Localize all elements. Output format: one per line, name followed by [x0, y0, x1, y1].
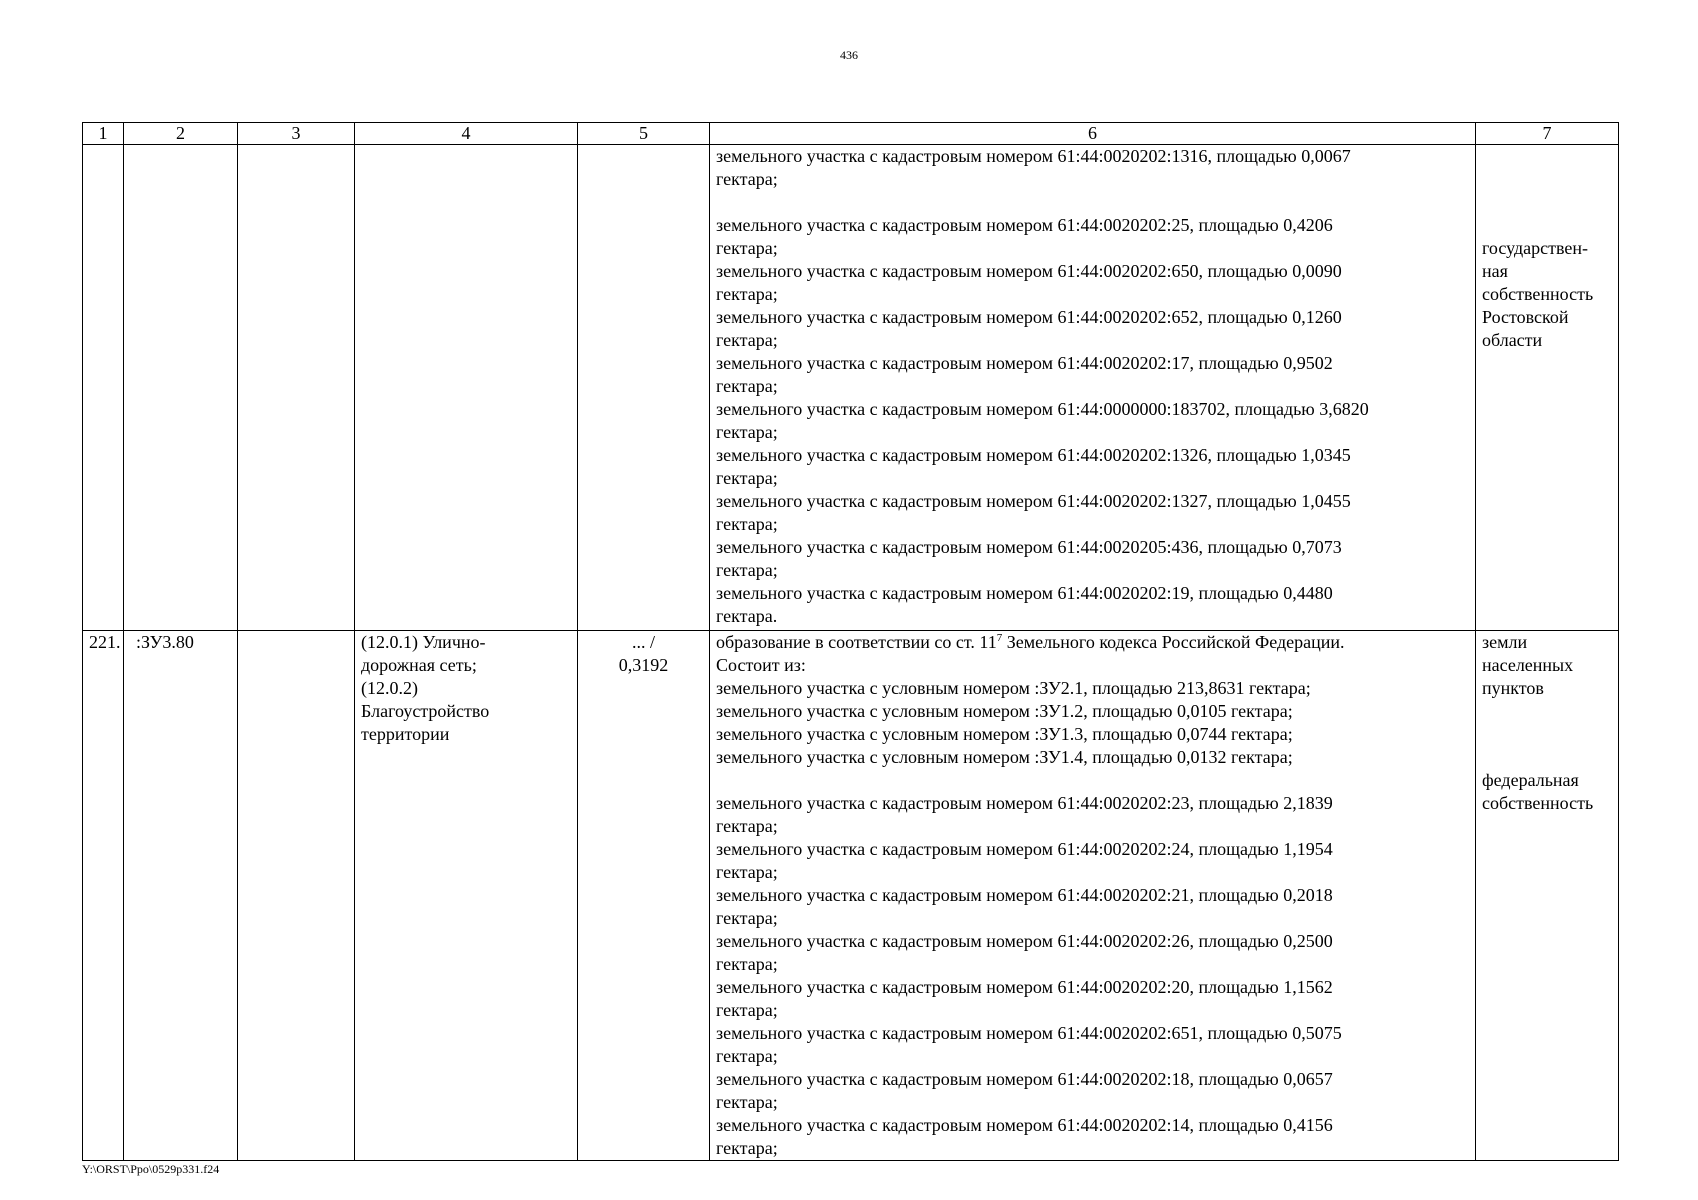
article-superscript: 7: [996, 632, 1003, 644]
table-row: [83, 631, 1619, 1161]
blank-line: [716, 191, 1469, 214]
composition-line: гектара;: [716, 816, 778, 836]
composition-line: земельного участка с кадастровым номером 61:44:0020202:651, площадью 0,5075: [716, 1023, 1342, 1043]
ownership-line: земли: [1482, 632, 1528, 652]
ownership-line: области: [1482, 330, 1543, 350]
composition-line: земельного участка с кадастровым номером 61:44:0020202:1326, площадью 1,0345: [716, 445, 1351, 465]
composition-line: земельного участка с кадастровым номером 61:44:0020202:14, площадью 0,4156: [716, 1115, 1333, 1135]
ownership-line: Ростовской: [1482, 307, 1569, 327]
composition-line: гектара;: [716, 238, 778, 258]
composition-line: гектара;: [716, 1092, 778, 1112]
composition-line: земельного участка с условным номером :ЗУ1.3, площадью 0,0744 гектара;: [716, 724, 1293, 744]
composition-line: земельного участка с кадастровым номером 61:44:0020202:17, площадью 0,9502: [716, 353, 1333, 373]
composition-line: образование в соответствии со ст. $11^7$ Земельного кодекса Российской Федерации.: [716, 632, 1345, 652]
area-line: ... /: [631, 632, 655, 652]
ownership-cell: [1476, 145, 1619, 631]
composition-line: земельного участка с кадастровым номером 61:44:0020202:18, площадью 0,0657: [716, 1069, 1333, 1089]
composition-line: земельного участка с кадастровым номером 61:44:0020202:20, площадью 1,1562: [716, 977, 1333, 997]
composition-line: гектара;: [716, 1138, 778, 1158]
composition-line: земельного участка с кадастровым номером 61:44:0020202:1327, площадью 1,0455: [716, 491, 1351, 511]
composition-line: гектара.: [716, 606, 778, 626]
ownership-line: собственность: [1482, 793, 1594, 813]
permitted-use-line: территории: [361, 724, 450, 744]
composition-line: земельного участка с кадастровым номером 61:44:0020205:436, площадью 0,7073: [716, 537, 1342, 557]
ownership-line: пунктов: [1482, 678, 1544, 698]
column-header: 4: [355, 123, 578, 145]
column-header: 1: [83, 123, 124, 145]
plot-code-cell: [124, 631, 238, 1161]
composition-line: гектара;: [716, 514, 778, 534]
composition-line: земельного участка с кадастровым номером 61:44:0020202:19, площадью 0,4480: [716, 583, 1333, 603]
composition-line: Состоит из:: [716, 655, 806, 675]
area-cell: [578, 145, 710, 631]
permitted-use-cell: [355, 631, 578, 1161]
composition-line: гектара;: [716, 560, 778, 580]
composition-line: земельного участка с кадастровым номером 61:44:0020202:21, площадью 0,2018: [716, 885, 1333, 905]
column-header: 6: [710, 123, 1476, 145]
composition-line: земельного участка с кадастровым номером 61:44:0020202:23, площадью 2,1839: [716, 793, 1333, 813]
plot-code: :ЗУ3.80: [136, 632, 194, 652]
composition-line: земельного участка с кадастровым номером 61:44:0020202:652, площадью 0,1260: [716, 307, 1342, 327]
composition-line: гектара;: [716, 422, 778, 442]
composition-line: гектара;: [716, 468, 778, 488]
page-number: 436: [840, 48, 858, 62]
composition-line: земельного участка с кадастровым номером 61:44:0020202:26, площадью 0,2500: [716, 931, 1333, 951]
composition-cell: [710, 145, 1476, 631]
composition-line: гектара;: [716, 1046, 778, 1066]
composition-line: гектара;: [716, 330, 778, 350]
area-line: 0,3192: [618, 655, 669, 675]
permitted-use-line: (12.0.2): [361, 678, 418, 698]
composition-line: гектара;: [716, 376, 778, 396]
column-3-cell: [238, 145, 355, 631]
ownership-line: ная: [1482, 261, 1508, 281]
composition-line: гектара;: [716, 862, 778, 882]
table-row: [83, 145, 1619, 631]
column-header: 3: [238, 123, 355, 145]
ownership-line: государствен-: [1482, 238, 1589, 258]
composition-line: земельного участка с условным номером :ЗУ2.1, площадью 213,8631 гектара;: [716, 678, 1311, 698]
blank-line: [716, 769, 1469, 792]
ownership-line: федеральная: [1482, 770, 1579, 790]
table-header-row: [83, 123, 1619, 145]
composition-cell: [710, 631, 1476, 1161]
composition-line: земельного участка с условным номером :ЗУ1.2, площадью 0,0105 гектара;: [716, 701, 1293, 721]
column-header: 2: [124, 123, 238, 145]
composition-line: земельного участка с кадастровым номером 61:44:0020202:1316, площадью 0,0067: [716, 146, 1351, 166]
composition-line: земельного участка с кадастровым номером 61:44:0000000:183702, площадью 3,6820: [716, 399, 1369, 419]
ownership-cell: [1476, 631, 1619, 1161]
composition-line: гектара;: [716, 908, 778, 928]
composition-line: земельного участка с кадастровым номером 61:44:0020202:25, площадью 0,4206: [716, 215, 1333, 235]
row-number-cell: [83, 145, 124, 631]
permitted-use-line: (12.0.1) Улично-: [361, 632, 486, 652]
composition-line: гектара;: [716, 1000, 778, 1020]
ownership-line: населенных: [1482, 655, 1574, 675]
composition-line: земельного участка с кадастровым номером 61:44:0020202:24, площадью 1,1954: [716, 839, 1333, 859]
composition-line: земельного участка с условным номером :ЗУ1.4, площадью 0,0132 гектара;: [716, 747, 1293, 767]
column-header: 5: [578, 123, 710, 145]
composition-line: гектара;: [716, 284, 778, 304]
composition-line: земельного участка с кадастровым номером 61:44:0020202:650, площадью 0,0090: [716, 261, 1342, 281]
area-cell: [578, 631, 710, 1161]
permitted-use-line: Благоустройство: [361, 701, 490, 721]
permitted-use-cell: [355, 145, 578, 631]
column-header: 7: [1476, 123, 1619, 145]
land-plot-table: [82, 122, 1619, 1161]
column-3-cell: [238, 631, 355, 1161]
file-path-footer: Y:\ORST\Ppo\0529p331.f24: [82, 1162, 220, 1176]
ownership-line: собственность: [1482, 284, 1594, 304]
permitted-use-line: дорожная сеть;: [361, 655, 477, 675]
composition-line: гектара;: [716, 169, 778, 189]
composition-line: гектара;: [716, 954, 778, 974]
row-number-cell: 221.: [83, 631, 124, 1161]
plot-code-cell: [124, 145, 238, 631]
